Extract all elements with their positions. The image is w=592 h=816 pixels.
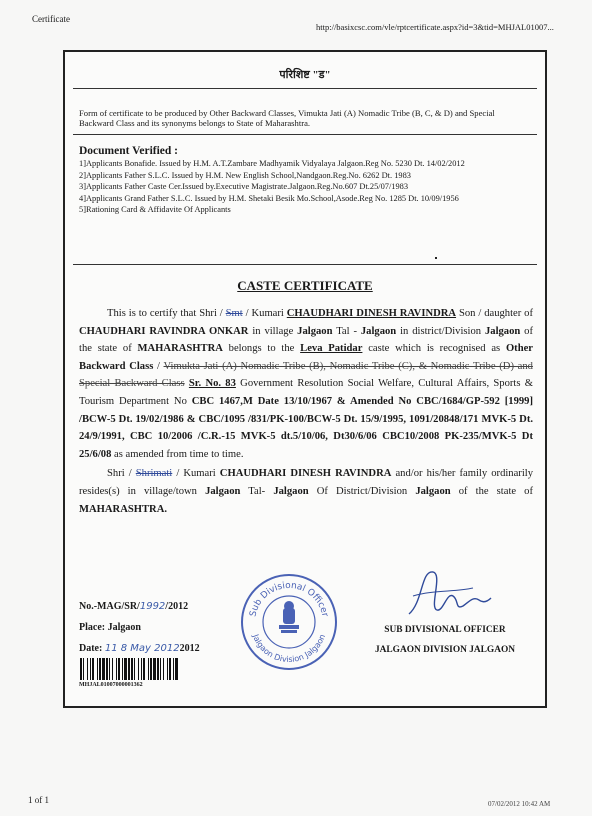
barcode-bar <box>122 658 123 680</box>
certificate-number <box>79 596 200 617</box>
divider <box>73 264 537 265</box>
struck-title: Shrimati <box>135 468 173 480</box>
category: Other Backward Class <box>79 343 534 372</box>
village: Jalgaon <box>205 485 241 497</box>
divider <box>73 134 537 135</box>
barcode-bar <box>148 658 149 680</box>
barcode-bar <box>99 658 101 680</box>
barcode-bar <box>141 658 142 680</box>
barcode-bar <box>134 658 135 680</box>
father-name: CHAUDHARI RAVINDRA ONKAR <box>79 325 249 337</box>
issue-details <box>79 596 200 659</box>
emblem-icon <box>279 601 299 633</box>
state: MAHARASHTRA. <box>79 503 167 515</box>
text: Of District/Division <box>308 485 416 497</box>
page-number: 1 of 1 <box>28 795 49 805</box>
barcode-bar <box>150 658 152 680</box>
documents-heading: Document Verified : <box>79 145 179 157</box>
text: Date: <box>79 643 105 654</box>
barcode-bar <box>153 658 156 680</box>
appendix-title: परिशिष्ट "ड" <box>279 69 331 81</box>
barcode-bar <box>90 658 91 680</box>
text: This is to certify that Shri / <box>107 308 226 319</box>
divider <box>73 88 537 89</box>
barcode-bar <box>80 658 82 680</box>
text: No.-MAG/SR/ <box>79 601 140 612</box>
text: 2012 <box>179 643 200 654</box>
barcode-bar <box>106 658 108 680</box>
seal-text-bottom: Jalgaon Division Jalgaon <box>250 632 328 665</box>
barcode-bar <box>97 658 98 680</box>
barcode-bar <box>87 658 88 680</box>
certificate-body <box>79 305 533 518</box>
officer-title: SUB DIVISIONAL OFFICER <box>384 625 506 635</box>
officer-signature <box>403 562 493 622</box>
document-item: 4]Applicants Grand Father S.L.C. Issued by H.M. Shetaki Besik Mo.School,Asode.Reg No. 1285 Dt. 10/09/1956 <box>79 193 459 203</box>
text: Tal- <box>240 485 274 497</box>
document-item: 5]Rationing Card & Affidavite Of Applicants <box>79 205 231 214</box>
barcode-bar <box>160 658 161 680</box>
text: Government Resolution Social Welfare, Cultural Affairs, Sports & Tourism Department No <box>79 378 534 407</box>
handwritten-number: 1992 <box>139 601 166 612</box>
barcode-bar <box>112 658 113 680</box>
text: in district/Division <box>396 325 485 337</box>
barcode-bar <box>169 658 171 680</box>
document-item: 2]Applicants Father S.L.C. Issued by H.M. New English School,Nandgaon.Reg.No. 6262 Dt. 1983 <box>79 170 411 180</box>
page-header-url: http://basixcsc.com/vle/rptcertificate.aspx?id=3&tid=MHJAL01007... <box>316 22 554 32</box>
barcode-bar <box>131 658 133 680</box>
serial-number: Sr. No. 83 <box>188 378 236 390</box>
office-seal <box>239 572 339 672</box>
barcode-bar <box>163 658 164 680</box>
text: Shri / <box>107 468 136 480</box>
barcode-number: MHJAL01007000001362 <box>79 682 143 688</box>
documents-list <box>79 159 531 217</box>
text: and/or his/her family ordinarily resides(s) in village/town <box>79 468 534 497</box>
barcode-bar <box>102 658 105 680</box>
district: Jalgaon <box>484 325 521 337</box>
barcode-bar <box>175 658 178 680</box>
text: Son / daughter of <box>456 308 534 319</box>
text: in village <box>248 325 298 337</box>
text: / Kumari <box>242 308 287 319</box>
certificate-frame <box>63 50 547 708</box>
certificate-title: CASTE CERTIFICATE <box>237 278 373 293</box>
barcode-bar <box>157 658 159 680</box>
barcode-bar <box>138 658 139 680</box>
applicant-name: CHAUDHARI DINESH RAVINDRA <box>219 468 392 480</box>
village: Jalgaon <box>297 325 333 337</box>
officer-designation <box>355 620 535 660</box>
barcode-bar <box>92 658 94 680</box>
applicant-name: CHAUDHARI DINESH RAVINDRA <box>286 308 457 319</box>
barcode-bar <box>173 658 174 680</box>
certificate-paragraph-2 <box>79 465 533 518</box>
text: / <box>153 360 164 372</box>
barcode-bar <box>83 658 84 680</box>
text: caste which is recognised as <box>362 343 506 355</box>
text: as amended from time to time. <box>111 448 244 460</box>
text: /2012 <box>165 601 189 612</box>
document-item: 3]Applicants Father Caste Cer.Issued by.Executive Magistrate.Jalgaon.Reg.No.607 Dt.25/07/1983 <box>79 182 409 191</box>
barcode-bar <box>124 658 127 680</box>
issue-place: Place: Jalgaon <box>79 622 141 633</box>
certificate-paragraph-1 <box>79 305 533 463</box>
ink-dot <box>435 257 437 259</box>
officer-office: JALGAON DIVISION JALGAON <box>374 645 516 655</box>
taluka: Jalgaon <box>273 485 309 497</box>
text: of the state of <box>450 485 534 497</box>
barcode-bar <box>116 658 117 680</box>
struck-categories: Vimukta Jati (A) Nomadic Tribe (B), Nomadic Tribe (C), & Nomadic Tribe (D) and Special Backward Class <box>79 360 533 390</box>
text: Tal - <box>332 325 361 337</box>
struck-title: Smt <box>225 308 243 319</box>
barcode-bar <box>118 658 120 680</box>
form-intro: Form of certificate to be produced by Other Backward Classes, Vimukta Jati (A) Nomadic Tribe (B, C, & D) and Special Backward Class and its synonyms belongs to State of Maharashtra. <box>79 108 495 128</box>
date-stamp: 11 8 May 2012 <box>104 643 180 654</box>
barcode-bar <box>143 658 145 680</box>
barcode-bar <box>109 658 110 680</box>
resolution-numbers: CBC 1467,M Date 13/10/1967 & Amended No CBC/1684/GP-592 [1999] /BCW-5 Dt. 19/02/1986 & CBC/1095 /831/PK-100/BCW-5 Dt. 15/9/1995, 1091/20848/171 MVK-5 Dt. 24/9/1991, CBC 10/2006 /C.R.-15 MVK-5 dt.5/10/06, Dt30/6/06 CBC10/2008 PK-235/MVK-5 Dt 25/6/08 <box>79 395 534 460</box>
seal-text-top: Sub Divisional Officer <box>248 580 330 618</box>
text: of the state of <box>79 325 534 355</box>
barcode <box>79 658 179 680</box>
text: belongs to the <box>222 343 301 355</box>
print-timestamp: 07/02/2012 10:42 AM <box>488 800 551 808</box>
taluka: Jalgaon <box>360 325 397 337</box>
caste: Leva Patidar <box>300 343 363 355</box>
state: MAHARASHTRA <box>137 343 223 355</box>
issue-date <box>79 638 200 659</box>
document-item: 1]Applicants Bonafide. Issued by H.M. A.T.Zambare Madhyamik Vidyalaya Jalgaon.Reg No. 5230 Dt. 14/02/2012 <box>79 159 465 168</box>
barcode-bar <box>128 658 130 680</box>
page-header-title: Certificate <box>32 14 70 24</box>
barcode-bar <box>167 658 168 680</box>
district: Jalgaon <box>415 485 451 497</box>
text: / Kumari <box>172 468 220 480</box>
